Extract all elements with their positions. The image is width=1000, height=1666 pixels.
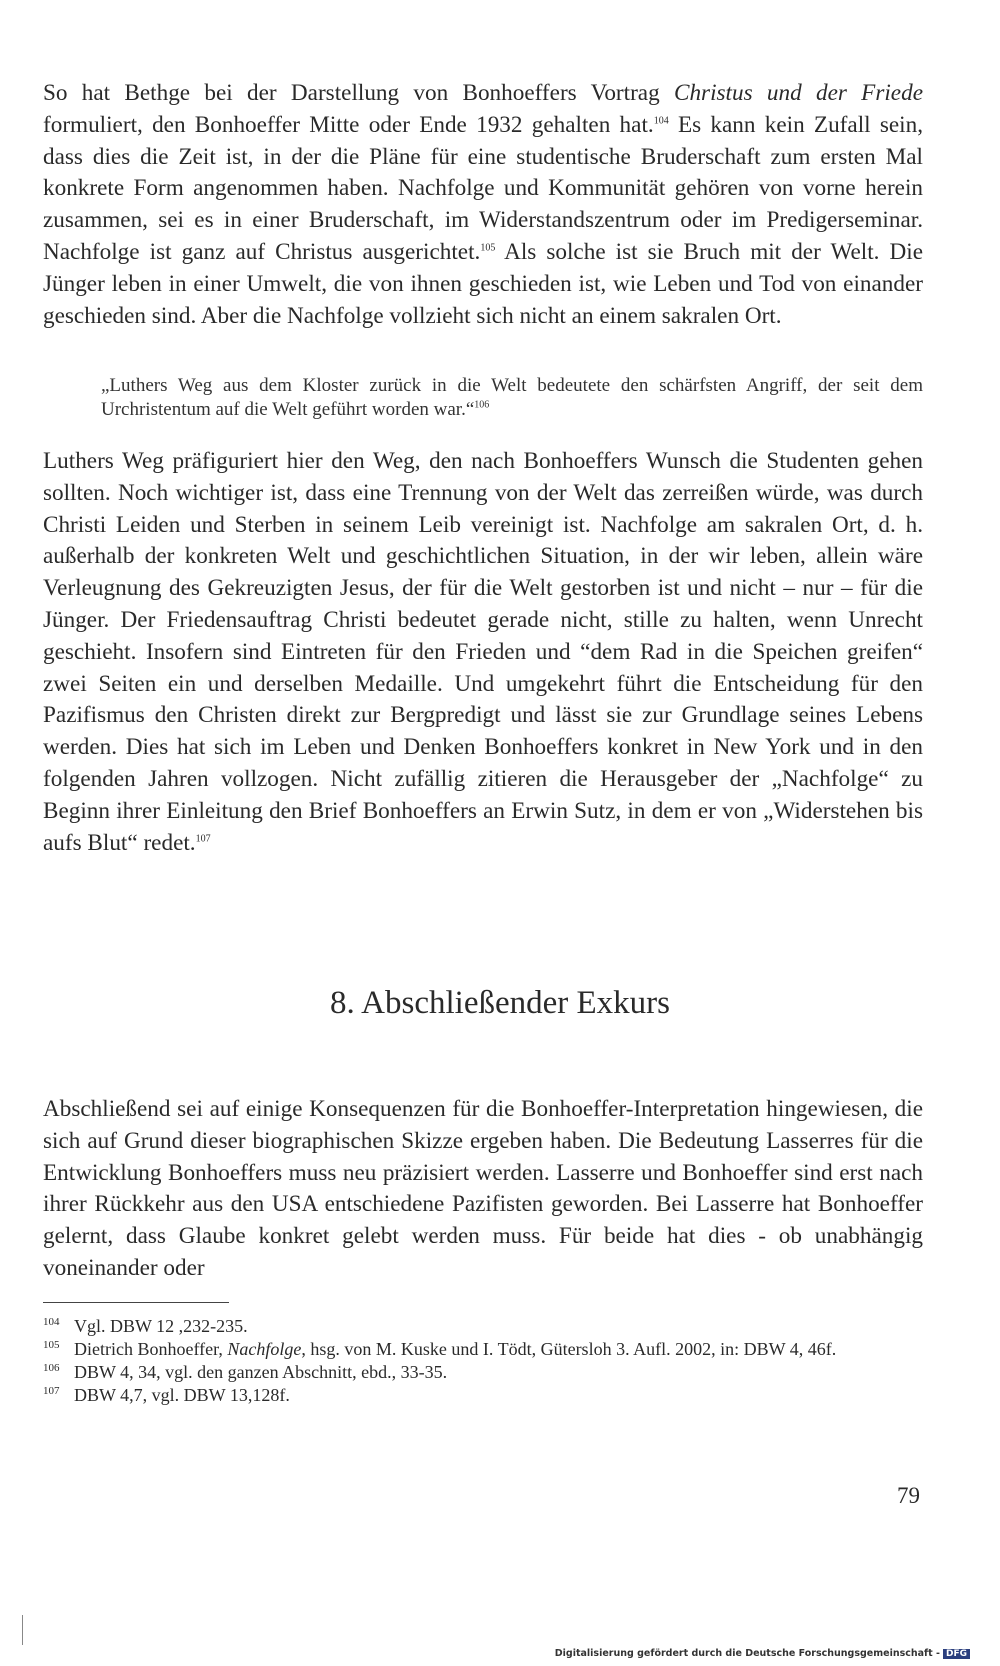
block-quote-text: „Luthers Weg aus dem Kloster zurück in die Welt bedeutete den schärfsten Angriff, der seit dem Urchristentum auf die Welt geführt worden war.“ xyxy=(101,375,923,420)
footnote-105 xyxy=(43,1338,923,1361)
footnote-number: 104 xyxy=(43,1316,60,1328)
footnote-ref-106[interactable]: 106 xyxy=(474,399,490,411)
footnote-text-post: , hsg. von M. Kuske und I. Tödt, Gütersloh 3. Aufl. 2002, in: DBW 4, 46f. xyxy=(301,1339,837,1359)
footnote-104 xyxy=(43,1315,923,1338)
footnote-title-nachfolge: Nachfolge xyxy=(227,1339,302,1359)
footnote-text: DBW 4, 34, vgl. den ganzen Abschnitt, ebd., 33-35. xyxy=(74,1362,448,1382)
section-heading: 8. Abschließender Exkurs xyxy=(329,985,670,1021)
paragraph-3 xyxy=(43,1094,923,1285)
digitization-credit xyxy=(555,1648,970,1659)
paragraph-2-text: Luthers Weg präfiguriert hier den Weg, den nach Bonhoeffers Wunsch die Studenten gehen sollten. Noch wichtiger ist, dass eine Trennung von der Welt das zerreißen würde, was durch Christi Leiden und Sterben in seinem Leib vereinigt ist. Nachfolge am sakralen Ort, d. h. außerhalb der konkreten Welt und geschichtlichen Situation, in der wir leben, allein wäre Verleugnung des Gekreuzigten Jesus, der für die Welt gestorben ist und nicht – nur – für die Jünger. Der Friedensauftrag Christi bedeutet gerade nicht, stille zu halten, wenn Unrecht geschieht. Insofern sind Eintreten für den Frieden und “dem Rad in die Speichen greifen“ zwei Seiten ein und derselben Medaille. Und umgekehrt führt die Entscheidung für den Pazifismus den Christen direkt zur Bergpredigt und lässt sie zur Grundlage seines Lebens werden. Dies hat sich im Leben und Denken Bonhoeffers konkret in New York und in den folgenden Jahren vollzogen. Nicht zufällig zitieren die Herausgeber der „Nachfolge“ zu Beginn ihrer Einleitung den Brief Bonhoeffers an Erwin Sutz, in dem er von „Widerstehen bis aufs Blut“ redet. xyxy=(43,448,923,856)
footnote-107 xyxy=(43,1384,923,1407)
credit-text: Digitalisierung gefördert durch die Deutsche Forschungsgemeinschaft - xyxy=(554,1648,940,1659)
scan-margin-mark xyxy=(22,1615,23,1645)
paragraph-2 xyxy=(43,446,923,859)
footnotes xyxy=(43,1315,923,1407)
dfg-logo-icon: DFG xyxy=(943,1649,970,1659)
footnote-number: 107 xyxy=(43,1385,60,1397)
paragraph-3-text: Abschließend sei auf einige Konsequenzen für die Bonhoeffer-Interpretation hingewiesen, die sich auf Grund dieser biographischen Skizze ergeben haben. Die Bedeutung Lasserres für die Entwicklung Bonhoeffers muss neu präzisiert werden. Lasserre und Bonhoeffer sind erst nach ihrer Rückkehr aus den USA entschiedene Pazifisten geworden. Bei Lasserre hat Bonhoeffer gelernt, dass Glaube konkret gelebt werden muss. Für beide hat dies - ob unabhängig voneinander oder xyxy=(43,1096,923,1281)
paragraph-1 xyxy=(43,78,923,332)
footnote-number: 105 xyxy=(43,1339,60,1351)
footnote-number: 106 xyxy=(43,1362,60,1374)
footnote-ref-104[interactable]: 104 xyxy=(653,115,669,127)
footnote-text: DBW 4,7, vgl. DBW 13,128f. xyxy=(74,1385,290,1405)
footnote-text: Vgl. DBW 12 ,232-235. xyxy=(74,1316,248,1336)
paragraph-1-text-c: Es kann kein Zufall sein, dass dies die Zeit ist, in der die Pläne für eine studentische Bruderschaft zum ersten Mal konkrete Form angenommen haben. Nachfolge und Kommunität gehören von vorne herein zusammen, sei es in einer Bruderschaft, im Widerstandszentrum oder im Predigerseminar. Nachfolge ist ganz auf Christus ausgerichtet. xyxy=(43,111,923,265)
paragraph-1-text-d: Als solche ist sie Bruch mit der Welt. Die Jünger leben in einer Umwelt, die von ihnen geschieden ist, wie Leben und Tod von einander geschieden sind. Aber die Nachfolge vollzieht sich nicht an einem sakralen Ort. xyxy=(43,238,923,329)
page-number: 79 xyxy=(897,1483,920,1508)
title-christus-und-der-friede: Christus und der Friede xyxy=(673,80,923,106)
footnote-ref-105[interactable]: 105 xyxy=(480,242,496,254)
paragraph-1-text-b: formuliert, den Bonhoeffer Mitte oder Ende 1932 gehalten hat. xyxy=(43,111,654,138)
footnote-text-pre: Dietrich Bonhoeffer, xyxy=(74,1339,228,1359)
footnote-ref-107[interactable]: 107 xyxy=(195,832,211,844)
paragraph-1-text-a: So hat Bethge bei der Darstellung von Bonhoeffers Vortrag xyxy=(43,80,674,106)
footnote-106 xyxy=(43,1361,923,1384)
block-quote xyxy=(101,374,923,422)
footnote-divider xyxy=(43,1302,229,1303)
